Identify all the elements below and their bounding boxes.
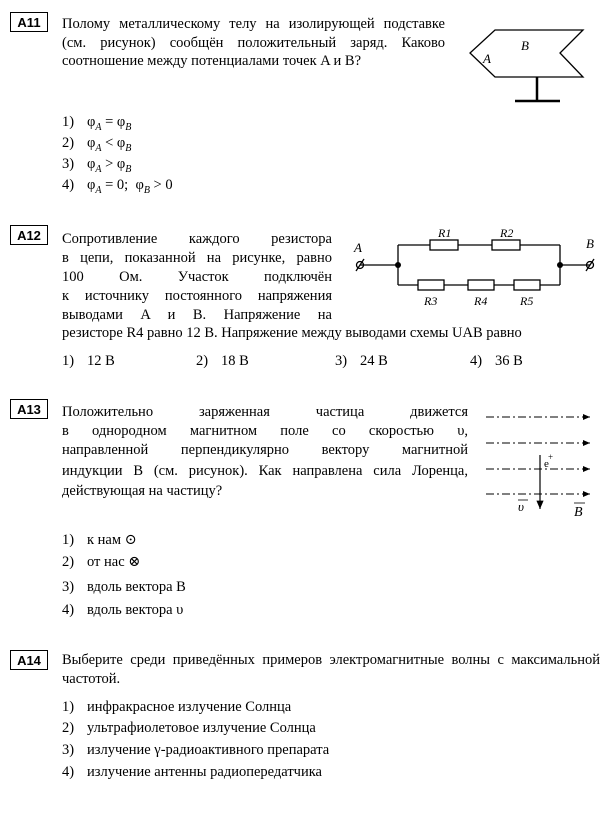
option-a14-3[interactable]: 3) излучение γ-радиоактивного препарата	[62, 742, 330, 758]
option-a14-1[interactable]: 1) инфракрасное излучение Солнца	[62, 699, 292, 715]
question-text-a13-line5: действующая на частицу?	[62, 483, 223, 499]
question-text-a12-line5: выводами A и B. Напряжение на	[62, 307, 332, 323]
option-a11-4[interactable]: 4) $\varphi_A = 0$; $\varphi_B > 0$	[62, 177, 173, 196]
field-label: B	[574, 505, 583, 520]
figure-a13-magnetic-field	[484, 405, 599, 520]
question-text-a13-line3: направленной перпендикулярно вектору магнитной	[62, 442, 468, 458]
particle-sign: +	[548, 452, 554, 462]
resistor-r1: R1	[438, 226, 452, 240]
particle-charge: e	[544, 458, 549, 470]
terminal-b: B	[586, 236, 594, 251]
terminal-a: A	[354, 240, 362, 255]
option-a12-1[interactable]: 1) 12 В	[62, 353, 115, 369]
question-number-a12: А12	[10, 225, 48, 245]
question-number-a11: А11	[10, 12, 48, 32]
question-text-a13-line1: Положительно заряженная частица движется	[62, 404, 468, 420]
question-text-a12-line2: в цепи, показанной на рисунке, равно	[62, 250, 332, 266]
figure-a12-circuit	[350, 225, 602, 315]
resistor-r5: R5	[520, 294, 534, 308]
option-a12-2[interactable]: 2) 18 В	[196, 353, 249, 369]
option-a13-3[interactable]: 3) вдоль вектора B	[62, 579, 186, 595]
option-a12-3[interactable]: 3) 24 В	[335, 353, 388, 369]
question-number-a13: А13	[10, 399, 48, 419]
option-a11-2[interactable]: 2) $\varphi_A < \varphi_B$	[62, 135, 132, 154]
question-text-a12-line1: Сопротивление каждого резистора	[62, 231, 332, 247]
question-number-a14: А14	[10, 650, 48, 670]
resistor-r3: R3	[424, 294, 438, 308]
question-text-a12-line4: к источнику постоянного напряжения	[62, 288, 332, 304]
option-a11-1[interactable]: 1) $\varphi_A = \varphi_B$	[62, 114, 132, 133]
resistor-r2: R2	[500, 226, 514, 240]
option-a11-3[interactable]: 3) $\varphi_A > \varphi_B$	[62, 156, 132, 175]
question-text-a11: Полому металлическому телу на изолирующей подставке (см. рисунок) сообщён положительный заряд. Каково соотношение между потенциалами точек A и B?	[62, 16, 445, 69]
option-a13-2[interactable]: 2) от нас ⊗	[62, 554, 141, 570]
question-text-a13-line4: индукции B (см. рисунок). Как направлена сила Лоренца,	[62, 463, 468, 479]
option-a13-1[interactable]: 1) к нам ⊙	[62, 532, 137, 548]
question-text-a14: Выберите среди приведённых примеров электромагнитные волны с максимальной частотой.	[62, 652, 600, 687]
option-a14-4[interactable]: 4) излучение антенны радиопередатчика	[62, 764, 322, 780]
point-label-b: B	[521, 38, 529, 53]
option-a14-2[interactable]: 2) ультрафиолетовое излучение Солнца	[62, 720, 316, 736]
point-label-a: A	[483, 51, 491, 66]
resistor-r4: R4	[474, 294, 488, 308]
velocity-label: υ	[518, 499, 524, 514]
question-text-a12-line3: 100 Ом. Участок подключён	[62, 269, 332, 285]
figure-a11-charged-body	[465, 25, 590, 105]
question-text-a12-line6: резисторе R4 равно 12 В. Напряжение между выводами схемы UAB равно	[62, 325, 522, 341]
question-text-a13-line2: в однородном магнитном поле со скоростью υ,	[62, 423, 468, 439]
option-a13-4[interactable]: 4) вдоль вектора υ	[62, 602, 184, 618]
option-a12-4[interactable]: 4) 36 В	[470, 353, 523, 369]
